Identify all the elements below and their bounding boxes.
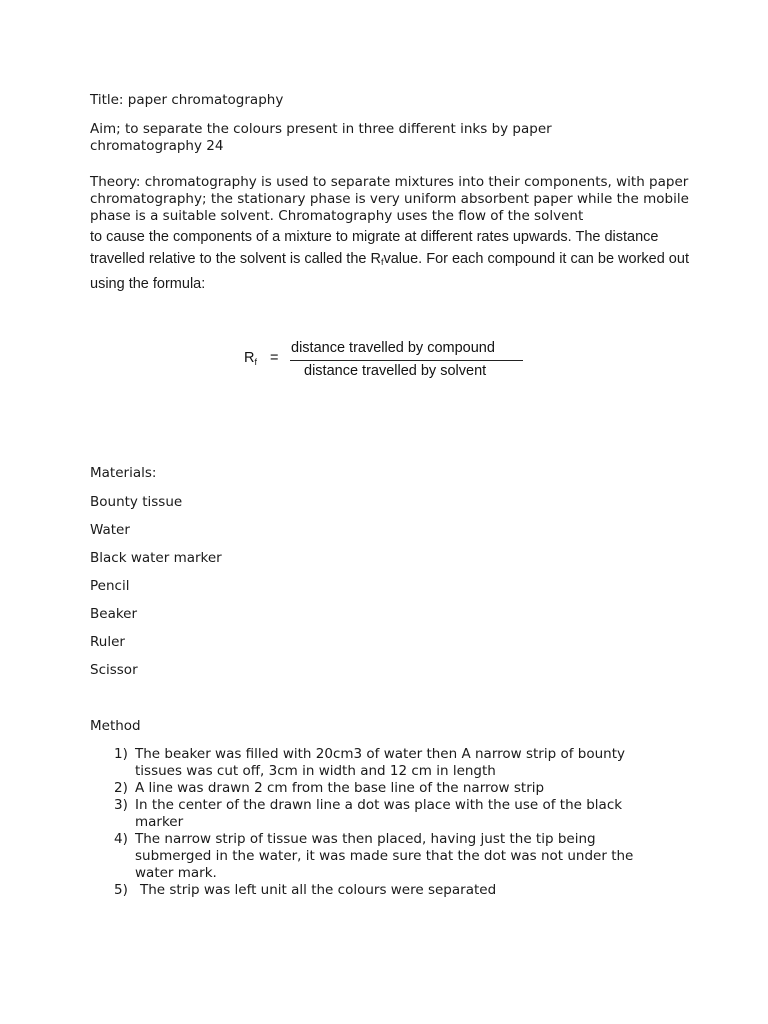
step-number: 1) <box>114 746 128 762</box>
formula-equals: = <box>270 350 279 366</box>
step-number: 4) <box>114 831 128 847</box>
theory-text-b: value. For each compound it can be worked out using the formula: <box>90 251 689 292</box>
list-item: Bounty tissue <box>90 494 183 510</box>
document-title: Title: paper chromatography <box>90 92 284 108</box>
theory-subscript: f <box>380 257 384 267</box>
materials-list <box>90 494 222 690</box>
method-step <box>90 746 650 780</box>
step-text: The narrow strip of tissue was then placed, having just the tip being submerged in the water, it was made sure that the dot was not under the water mark. <box>135 831 634 881</box>
step-text: The beaker was filled with 20cm3 of water then A narrow strip of bounty tissues was cut off, 3cm in width and 12 cm in length <box>135 746 625 779</box>
formula-lhs-subscript: f <box>254 357 257 367</box>
step-number: 5) <box>114 882 128 898</box>
step-number: 3) <box>114 797 128 813</box>
theory-text-a: to cause the components of a mixture to migrate at different rates upwards. The distance travelled relative to the solvent is called the R <box>90 229 659 267</box>
method-steps-list <box>90 746 650 899</box>
method-step <box>90 780 650 797</box>
rf-formula <box>244 338 544 386</box>
aim-paragraph: Aim; to separate the colours present in three different inks by paper chromatography 24 <box>90 121 552 154</box>
step-text: In the center of the drawn line a dot was place with the use of the black marker <box>135 797 623 830</box>
theory-paragraph-part2 <box>90 226 690 295</box>
method-step <box>90 882 650 899</box>
step-text: A line was drawn 2 cm from the base line of the narrow strip <box>135 780 545 796</box>
step-number: 2) <box>114 780 128 796</box>
list-item: Scissor <box>90 662 138 678</box>
formula-fraction-bar <box>290 360 523 361</box>
formula-lhs <box>244 350 257 367</box>
list-item: Pencil <box>90 578 130 594</box>
method-step <box>90 797 650 831</box>
materials-heading: Materials: <box>90 465 157 481</box>
step-text: The strip was left unit all the colours were separated <box>140 882 497 898</box>
formula-denominator: distance travelled by solvent <box>304 363 487 379</box>
list-item: Beaker <box>90 606 138 622</box>
method-heading: Method <box>90 718 141 734</box>
list-item: Water <box>90 522 130 538</box>
formula-lhs-symbol: R <box>244 350 255 366</box>
theory-paragraph-part1: Theory: chromatography is used to separate mixtures into their components, with paper chromatography; the stationary phase is very uniform absorbent paper while the mobile phase is a suitable solvent. Chromatography uses the flow of the solvent <box>90 174 689 224</box>
formula-numerator: distance travelled by compound <box>291 340 495 356</box>
method-step <box>90 831 650 882</box>
list-item: Ruler <box>90 634 125 650</box>
list-item: Black water marker <box>90 550 222 566</box>
